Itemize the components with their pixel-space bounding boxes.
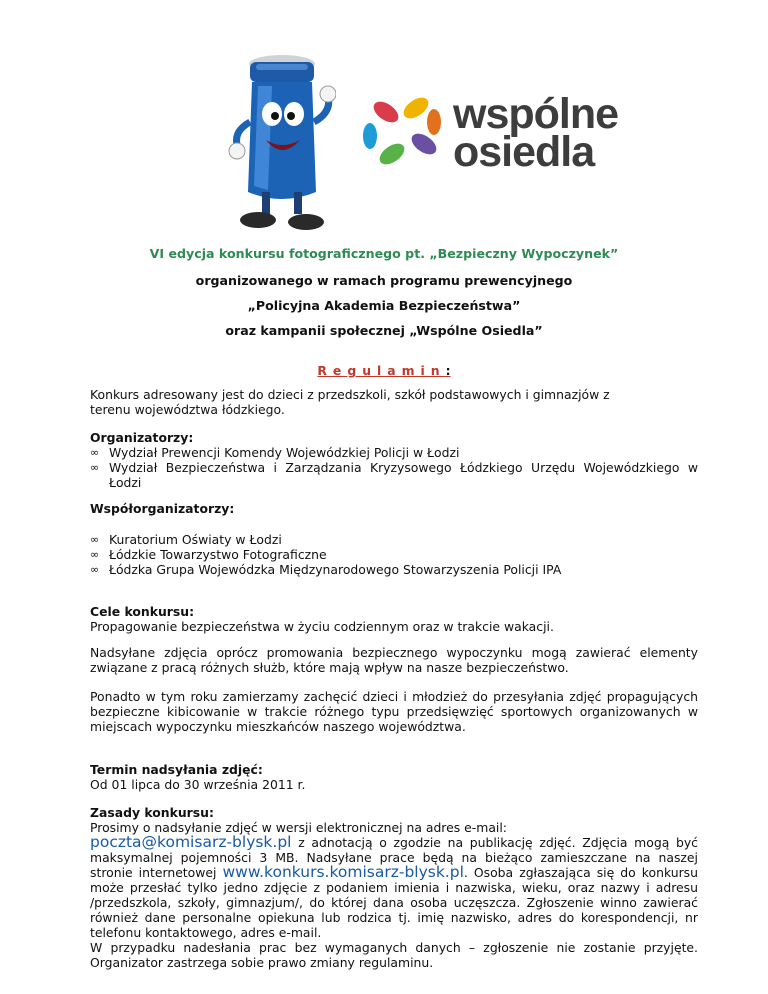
wspolne-osiedla-logo-icon [356,86,446,176]
rules-body [90,835,698,940]
intro-text: Konkurs adresowany jest do dzieci z przedszkoli, szkół podstawowych i gimnazjów z terenu województwa łódzkiego. [90,387,610,417]
logo-line2: osiedla [453,128,595,176]
academy-line: „Policyjna Akademia Bezpieczeństwa” [247,298,521,313]
program-line: organizowanego w ramach programu prewencyjnego [195,273,573,288]
organizers-section [90,430,698,490]
website-link[interactable]: www.konkurs.komisarz-blysk.pl [222,863,464,881]
rules-after-site: . Osoba zgłaszająca się do konkursu może przesłać tylko jedno zdjęcie z podaniem imienia i nazwiska, wieku, oraz nazwy i adresu /przedszkola, szkoły, gimnazjum/, do której dana osoba uczęszcza. Zgłoszenie winno zawierać również dane personalne opiekuna lub rodzica tj. imię nazwisko, adres do korespondencji, nr telefonu kontaktowego, adres e-mail. [90,865,698,940]
coorganizers-section [90,532,698,577]
logo-line1: wspólne [453,90,619,138]
coorganizer-item: ∞ Łódzkie Towarzystwo Fotograficzne [90,547,698,562]
rules-last: W przypadku nadesłania prac bez wymaganych danych – zgłoszenie nie zostanie przyjęte. Organizator zastrzega sobie prawo zmiany regulaminu. [90,940,698,970]
organizer-item: ∞ Wydział Bezpieczeństwa i Zarządzania Kryzysowego Łódzkiego Urzędu Wojewódzkiego w Łodzi [90,460,698,490]
goals-text: Propagowanie bezpieczeństwa w życiu codziennym oraz w trakcie wakacji. [90,619,554,634]
organizers-heading: Organizatorzy: [90,430,194,445]
goals-paragraph-2: Nadsyłane zdjęcia oprócz promowania bezpiecznego wypoczynku mogą zawierać elementy związane z pracą różnych służb, które mają wpływ na nasze bezpieczeństwo. [90,645,698,675]
goals-heading: Cele konkursu: [90,604,195,619]
regulamin-label: Regulamin [317,363,446,378]
contest-title: VI edycja konkursu fotograficznego pt. „Bezpieczny Wypoczynek” [149,246,619,261]
deadline-text: Od 01 lipca do 30 września 2011 r. [90,777,306,792]
rules-after-email: z adnotacją o zgodzie na publikację zdjęć. Zdjęcia mogą być maksymalnej pojemności 3 MB. Nadsyłane prace będą na bieżąco zamieszczane na naszej stronie internetowej [90,835,698,880]
goals-section [90,604,698,634]
rules-heading: Zasady konkursu: [90,805,214,820]
regulamin-colon: : [445,363,451,378]
deadline-heading: Termin nadsyłania zdjęć: [90,762,263,777]
rules-section [90,805,698,970]
mascot-illustration [228,52,336,237]
logo-wordmark [453,90,619,176]
regulamin-heading [0,363,768,378]
rules-line1: Prosimy o nadsyłanie zdjęć w wersji elektronicznej na adres e-mail: [90,820,507,835]
coorganizer-item: ∞ Kuratorium Oświaty w Łodzi [90,532,698,547]
coorganizers-heading: Współorganizatorzy: [90,501,235,516]
coorganizer-item: ∞ Łódzka Grupa Wojewódzka Międzynarodowego Stowarzyszenia Policji IPA [90,562,698,577]
organizer-item: ∞ Wydział Prewencji Komendy Wojewódzkiej Policji w Łodzi [90,445,698,460]
email-link[interactable]: poczta@komisarz-blysk.pl [90,833,292,851]
campaign-line: oraz kampanii społecznej „Wspólne Osiedla” [225,323,543,338]
coorganizers-heading-wrap [90,501,698,516]
deadline-section [90,762,698,792]
goals-paragraph-3: Ponadto w tym roku zamierzamy zachęcić dzieci i młodzież do przesyłania zdjęć propagujących bezpieczne kibicowanie w trakcie różnego typu przedsięwzięć sportowych organizowanych w miejscach wypoczynku mieszkańców naszego województwa. [90,689,698,734]
